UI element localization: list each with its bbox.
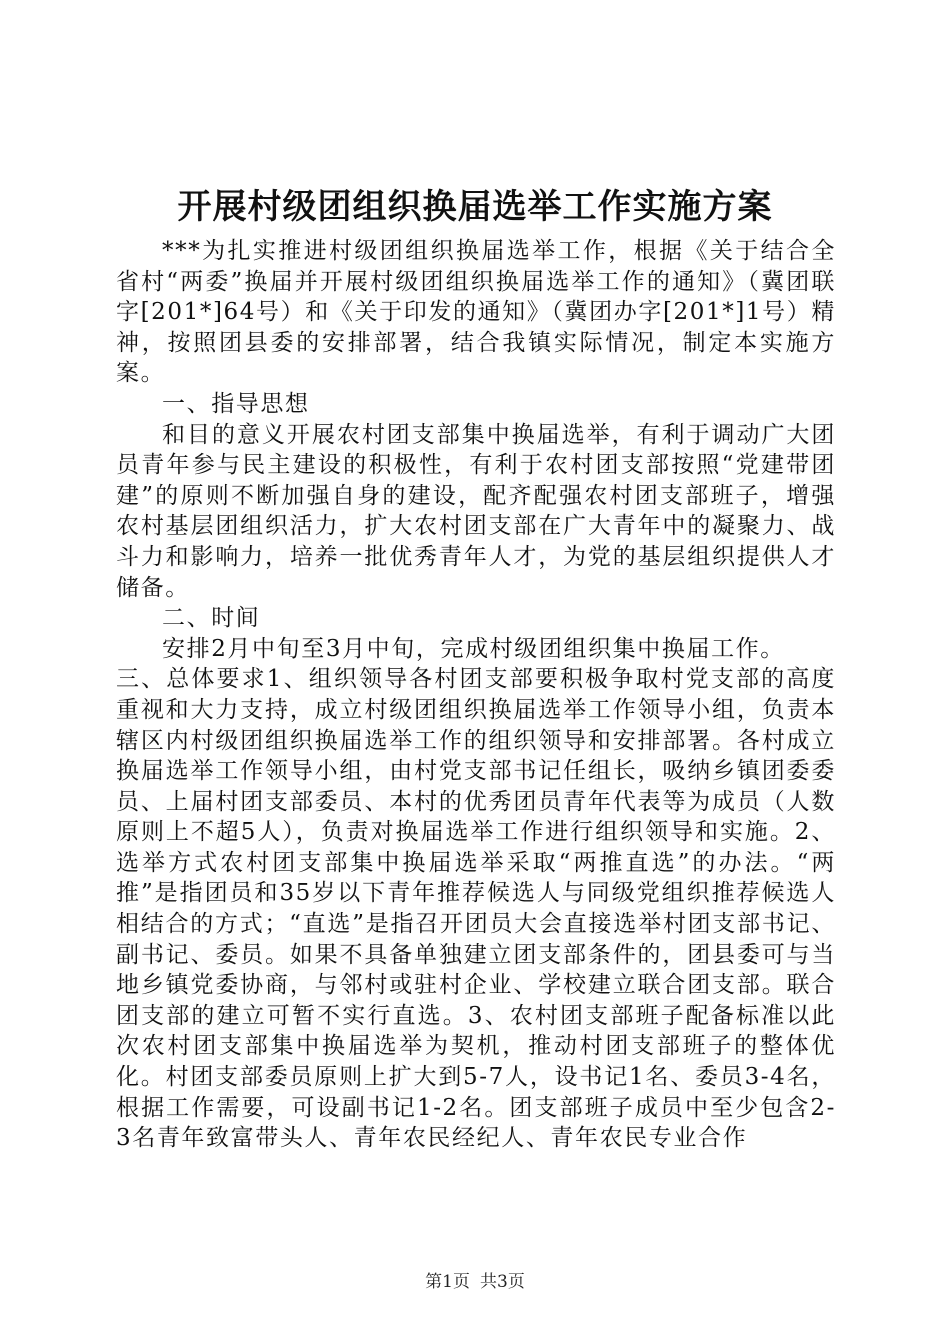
intro-paragraph: ***为扎实推进村级团组织换届选举工作，根据《关于结合全省村“两委”换届并开展村级团组织换届选举工作的通知》（冀团联字[201*]64号）和《关于印发的通知》（冀团办字[201*]1号）精神，按照团县委的安排部署，结合我镇实际情况，制定本实施方案。 — [116, 238, 836, 387]
section-heading-guiding-ideology: 一、指导思想 — [162, 390, 310, 417]
page-number: 第1页 — [425, 1272, 470, 1292]
general-requirements-paragraph: 三、总体要求1、组织领导各村团支部要积极争取村党支部的高度重视和大力支持，成立村级团组织换届选举工作领导小组，负责本辖区内村级团组织换届选举工作的组织领导和安排部署。各村成立换届选举工作领导小组，由村党支部书记任组长，吸纳乡镇团委委员、上届村团支部委员、本村的优秀团员青年代表等为成员（人数原则上不超5人），负责对换届选举工作进行组织领导和实施。2、选举方式农村团支部集中换届选举采取“两推直选”的办法。“两推”是指团员和35岁以下青年推荐候选人与同级党组织推荐候选人相结合的方式；“直选”是指召开团员大会直接选举村团支部书记、副书记、委员。如果不具备单独建立团支部条件的，团县委可与当地乡镇党委协商，与邻村或驻村企业、学校建立联合团支部。联合团支部的建立可暂不实行直选。3、农村团支部班子配备标准以此次农村团支部集中换届选举为契机，推动村团支部班子的整体优化。村团支部委员原则上扩大到5-7人，设书记1名、委员3-4名，根据工作需要，可设副书记1-2名。团支部班子成员中至少包含2-3名青年致富带头人、青年农民经纪人、青年农民专业合作 — [116, 666, 836, 1152]
document-title: 开展村级团组织换届选举工作实施方案 — [177, 187, 773, 227]
page-total: 共3页 — [480, 1272, 525, 1292]
guiding-ideology-paragraph: 和目的意义开展农村团支部集中换届选举，有利于调动广大团员青年参与民主建设的积极性，有利于农村团支部按照“党建带团建”的原则不断加强自身的建设，配齐配强农村团支部班子，增强农村基层团组织活力，扩大农村团支部在广大青年中的凝聚力、战斗力和影响力，培养一批优秀青年人才，为党的基层组织提供人才储备。 — [116, 421, 836, 601]
page-footer — [0, 1270, 950, 1294]
section-heading-time: 二、时间 — [162, 605, 261, 632]
document-body — [116, 236, 836, 1154]
time-paragraph: 安排2月中旬至3月中旬，完成村级团组织集中换届工作。 — [162, 635, 785, 662]
